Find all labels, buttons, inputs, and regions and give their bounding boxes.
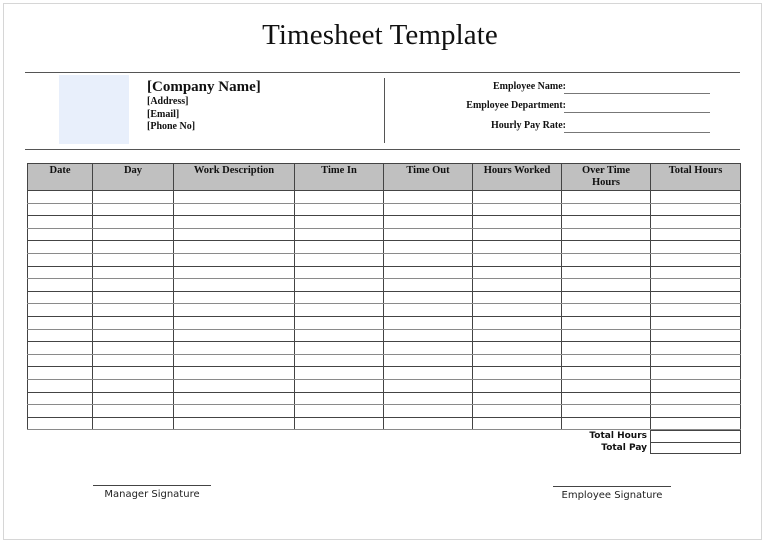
table-cell-total-hours[interactable]	[651, 191, 741, 204]
employee-signature-line[interactable]	[553, 486, 671, 487]
table-cell-work-description[interactable]	[174, 203, 295, 216]
table-cell-date[interactable]	[28, 354, 93, 367]
table-cell-time-in[interactable]	[295, 417, 384, 430]
company-address[interactable]: [Address]	[147, 96, 189, 107]
table-cell-day[interactable]	[93, 228, 174, 241]
table-header-row	[28, 164, 741, 191]
page-title: Timesheet Template	[262, 19, 498, 51]
table-cell-day[interactable]	[93, 279, 174, 292]
table-cell-day[interactable]	[93, 316, 174, 329]
table-cell-day[interactable]	[93, 216, 174, 229]
table-cell-hours-worked[interactable]	[473, 417, 562, 430]
table-cell-over-time-hours[interactable]	[562, 228, 651, 241]
table-row	[28, 354, 741, 367]
header-vertical-divider	[384, 78, 385, 143]
table-cell-total-hours[interactable]	[651, 279, 741, 292]
table-row	[28, 405, 741, 418]
table-cell-time-out[interactable]	[384, 228, 473, 241]
employee-name-row	[388, 81, 718, 95]
table-cell-date[interactable]	[28, 253, 93, 266]
table-cell-date[interactable]	[28, 216, 93, 229]
table-cell-hours-worked[interactable]	[473, 228, 562, 241]
table-row	[28, 253, 741, 266]
table-cell-time-out[interactable]	[384, 367, 473, 380]
employee-name-field[interactable]	[564, 93, 710, 94]
table-cell-time-out[interactable]	[384, 191, 473, 204]
table-cell-over-time-hours[interactable]	[562, 241, 651, 254]
total-pay-field[interactable]	[650, 442, 741, 454]
company-phone[interactable]: [Phone No]	[147, 121, 196, 132]
column-header-time-out: Time Out	[384, 164, 473, 191]
table-cell-day[interactable]	[93, 304, 174, 317]
table-cell-work-description[interactable]	[174, 392, 295, 405]
employee-department-row	[388, 100, 718, 114]
table-cell-time-in[interactable]	[295, 342, 384, 355]
table-cell-day[interactable]	[93, 329, 174, 342]
table-cell-date[interactable]	[28, 392, 93, 405]
table-cell-time-in[interactable]	[295, 266, 384, 279]
table-cell-hours-worked[interactable]	[473, 329, 562, 342]
table-cell-total-hours[interactable]	[651, 316, 741, 329]
table-cell-over-time-hours[interactable]	[562, 266, 651, 279]
table-cell-time-out[interactable]	[384, 354, 473, 367]
timesheet-body	[28, 191, 741, 430]
table-cell-work-description[interactable]	[174, 354, 295, 367]
hourly-pay-rate-label: Hourly Pay Rate:	[491, 120, 566, 131]
table-cell-over-time-hours[interactable]	[562, 316, 651, 329]
table-cell-time-in[interactable]	[295, 203, 384, 216]
table-row	[28, 279, 741, 292]
table-cell-hours-worked[interactable]	[473, 291, 562, 304]
employee-signature	[553, 486, 671, 501]
table-cell-date[interactable]	[28, 228, 93, 241]
table-cell-time-in[interactable]	[295, 216, 384, 229]
table-cell-hours-worked[interactable]	[473, 342, 562, 355]
table-row	[28, 342, 741, 355]
table-cell-time-out[interactable]	[384, 342, 473, 355]
table-cell-date[interactable]	[28, 266, 93, 279]
table-cell-date[interactable]	[28, 316, 93, 329]
table-cell-day[interactable]	[93, 253, 174, 266]
table-cell-date[interactable]	[28, 291, 93, 304]
table-cell-work-description[interactable]	[174, 316, 295, 329]
table-cell-date[interactable]	[28, 241, 93, 254]
top-divider	[25, 72, 740, 73]
table-cell-total-hours[interactable]	[651, 228, 741, 241]
table-cell-time-out[interactable]	[384, 291, 473, 304]
table-cell-hours-worked[interactable]	[473, 367, 562, 380]
table-cell-hours-worked[interactable]	[473, 405, 562, 418]
employee-signature-label: Employee Signature	[561, 490, 663, 501]
table-row	[28, 191, 741, 204]
total-hours-row	[540, 430, 740, 442]
table-cell-time-in[interactable]	[295, 329, 384, 342]
table-cell-hours-worked[interactable]	[473, 253, 562, 266]
table-cell-date[interactable]	[28, 367, 93, 380]
table-cell-over-time-hours[interactable]	[562, 203, 651, 216]
table-cell-time-in[interactable]	[295, 316, 384, 329]
table-cell-work-description[interactable]	[174, 228, 295, 241]
table-row	[28, 291, 741, 304]
table-cell-time-out[interactable]	[384, 216, 473, 229]
company-logo-placeholder[interactable]	[59, 75, 129, 144]
manager-signature-label: Manager Signature	[104, 489, 200, 500]
table-cell-total-hours[interactable]	[651, 241, 741, 254]
table-cell-date[interactable]	[28, 203, 93, 216]
table-cell-time-out[interactable]	[384, 379, 473, 392]
table-cell-time-in[interactable]	[295, 279, 384, 292]
table-cell-total-hours[interactable]	[651, 379, 741, 392]
table-cell-time-out[interactable]	[384, 203, 473, 216]
table-cell-total-hours[interactable]	[651, 329, 741, 342]
table-cell-work-description[interactable]	[174, 367, 295, 380]
table-cell-time-in[interactable]	[295, 253, 384, 266]
table-cell-time-in[interactable]	[295, 304, 384, 317]
table-cell-time-in[interactable]	[295, 241, 384, 254]
table-cell-date[interactable]	[28, 417, 93, 430]
table-cell-time-out[interactable]	[384, 304, 473, 317]
table-cell-time-out[interactable]	[384, 266, 473, 279]
table-cell-date[interactable]	[28, 191, 93, 204]
table-cell-day[interactable]	[93, 291, 174, 304]
table-cell-time-out[interactable]	[384, 253, 473, 266]
table-cell-over-time-hours[interactable]	[562, 216, 651, 229]
table-cell-work-description[interactable]	[174, 329, 295, 342]
table-cell-total-hours[interactable]	[651, 405, 741, 418]
column-header-total-hours: Total Hours	[651, 164, 741, 191]
table-cell-work-description[interactable]	[174, 405, 295, 418]
table-cell-work-description[interactable]	[174, 216, 295, 229]
table-cell-over-time-hours[interactable]	[562, 279, 651, 292]
company-name[interactable]: [Company Name]	[147, 79, 261, 95]
table-cell-time-out[interactable]	[384, 392, 473, 405]
table-cell-time-in[interactable]	[295, 392, 384, 405]
table-cell-time-in[interactable]	[295, 405, 384, 418]
table-cell-time-out[interactable]	[384, 329, 473, 342]
company-email[interactable]: [Email]	[147, 108, 180, 120]
table-cell-over-time-hours[interactable]	[562, 342, 651, 355]
table-cell-total-hours[interactable]	[651, 266, 741, 279]
table-cell-work-description[interactable]	[174, 417, 295, 430]
table-cell-work-description[interactable]	[174, 241, 295, 254]
table-cell-time-out[interactable]	[384, 417, 473, 430]
table-cell-total-hours[interactable]	[651, 304, 741, 317]
table-cell-time-in[interactable]	[295, 379, 384, 392]
table-cell-over-time-hours[interactable]	[562, 329, 651, 342]
table-cell-hours-worked[interactable]	[473, 203, 562, 216]
table-row	[28, 241, 741, 254]
table-cell-total-hours[interactable]	[651, 216, 741, 229]
table-cell-total-hours[interactable]	[651, 392, 741, 405]
table-cell-hours-worked[interactable]	[473, 316, 562, 329]
table-cell-over-time-hours[interactable]	[562, 354, 651, 367]
table-cell-day[interactable]	[93, 392, 174, 405]
table-cell-day[interactable]	[93, 191, 174, 204]
table-cell-total-hours[interactable]	[651, 203, 741, 216]
table-cell-hours-worked[interactable]	[473, 392, 562, 405]
table-cell-hours-worked[interactable]	[473, 304, 562, 317]
table-cell-time-in[interactable]	[295, 367, 384, 380]
table-cell-day[interactable]	[93, 367, 174, 380]
table-cell-total-hours[interactable]	[651, 367, 741, 380]
table-row	[28, 392, 741, 405]
table-cell-work-description[interactable]	[174, 342, 295, 355]
company-info	[147, 79, 261, 134]
table-cell-day[interactable]	[93, 354, 174, 367]
table-cell-day[interactable]	[93, 379, 174, 392]
table-cell-work-description[interactable]	[174, 191, 295, 204]
table-cell-over-time-hours[interactable]	[562, 417, 651, 430]
bottom-divider	[25, 149, 740, 150]
table-cell-hours-worked[interactable]	[473, 379, 562, 392]
table-cell-work-description[interactable]	[174, 379, 295, 392]
table-row	[28, 316, 741, 329]
table-cell-hours-worked[interactable]	[473, 279, 562, 292]
table-cell-date[interactable]	[28, 379, 93, 392]
table-row	[28, 203, 741, 216]
table-cell-hours-worked[interactable]	[473, 191, 562, 204]
timesheet-table	[27, 163, 741, 430]
table-cell-day[interactable]	[93, 417, 174, 430]
column-header-day: Day	[93, 164, 174, 191]
table-cell-date[interactable]	[28, 304, 93, 317]
table-cell-over-time-hours[interactable]	[562, 304, 651, 317]
total-pay-row	[540, 442, 740, 454]
hourly-pay-rate-field[interactable]	[564, 132, 710, 133]
table-cell-over-time-hours[interactable]	[562, 405, 651, 418]
employee-name-label: Employee Name:	[492, 81, 566, 92]
table-cell-hours-worked[interactable]	[473, 266, 562, 279]
column-header-over-time-hours: Over Time Hours	[562, 164, 651, 191]
table-cell-work-description[interactable]	[174, 304, 295, 317]
table-row	[28, 417, 741, 430]
table-cell-time-out[interactable]	[384, 279, 473, 292]
table-cell-time-out[interactable]	[384, 316, 473, 329]
table-cell-time-out[interactable]	[384, 405, 473, 418]
total-pay-label: Total Pay	[601, 443, 647, 453]
employee-department-field[interactable]	[564, 112, 710, 113]
table-cell-time-out[interactable]	[384, 241, 473, 254]
hourly-pay-rate-row	[388, 120, 718, 134]
table-cell-date[interactable]	[28, 329, 93, 342]
table-cell-total-hours[interactable]	[651, 253, 741, 266]
table-cell-day[interactable]	[93, 266, 174, 279]
table-cell-date[interactable]	[28, 342, 93, 355]
table-cell-over-time-hours[interactable]	[562, 253, 651, 266]
table-row	[28, 329, 741, 342]
table-row	[28, 304, 741, 317]
table-cell-time-in[interactable]	[295, 191, 384, 204]
manager-signature	[93, 485, 211, 500]
table-cell-total-hours[interactable]	[651, 342, 741, 355]
table-cell-day[interactable]	[93, 405, 174, 418]
table-cell-over-time-hours[interactable]	[562, 392, 651, 405]
table-cell-work-description[interactable]	[174, 291, 295, 304]
table-cell-hours-worked[interactable]	[473, 241, 562, 254]
total-hours-label: Total Hours	[589, 431, 647, 441]
table-cell-day[interactable]	[93, 241, 174, 254]
table-cell-total-hours[interactable]	[651, 291, 741, 304]
table-cell-day[interactable]	[93, 342, 174, 355]
table-cell-date[interactable]	[28, 405, 93, 418]
table-cell-work-description[interactable]	[174, 253, 295, 266]
table-cell-day[interactable]	[93, 203, 174, 216]
table-cell-date[interactable]	[28, 279, 93, 292]
column-header-date: Date	[28, 164, 93, 191]
table-row	[28, 216, 741, 229]
table-row	[28, 379, 741, 392]
table-cell-time-in[interactable]	[295, 354, 384, 367]
table-cell-total-hours[interactable]	[651, 354, 741, 367]
table-cell-hours-worked[interactable]	[473, 216, 562, 229]
table-cell-work-description[interactable]	[174, 266, 295, 279]
table-row	[28, 266, 741, 279]
table-cell-over-time-hours[interactable]	[562, 379, 651, 392]
table-cell-over-time-hours[interactable]	[562, 291, 651, 304]
table-cell-over-time-hours[interactable]	[562, 367, 651, 380]
table-cell-time-in[interactable]	[295, 291, 384, 304]
table-cell-hours-worked[interactable]	[473, 354, 562, 367]
column-header-hours-worked: Hours Worked	[473, 164, 562, 191]
table-row	[28, 367, 741, 380]
table-cell-total-hours[interactable]	[651, 417, 741, 430]
column-header-time-in: Time In	[295, 164, 384, 191]
table-cell-time-in[interactable]	[295, 228, 384, 241]
employee-department-label: Employee Department:	[466, 100, 566, 111]
totals-section	[540, 430, 740, 454]
column-header-work-description: Work Description	[174, 164, 295, 191]
table-cell-work-description[interactable]	[174, 279, 295, 292]
table-row	[28, 228, 741, 241]
manager-signature-line[interactable]	[93, 485, 211, 486]
table-cell-over-time-hours[interactable]	[562, 191, 651, 204]
